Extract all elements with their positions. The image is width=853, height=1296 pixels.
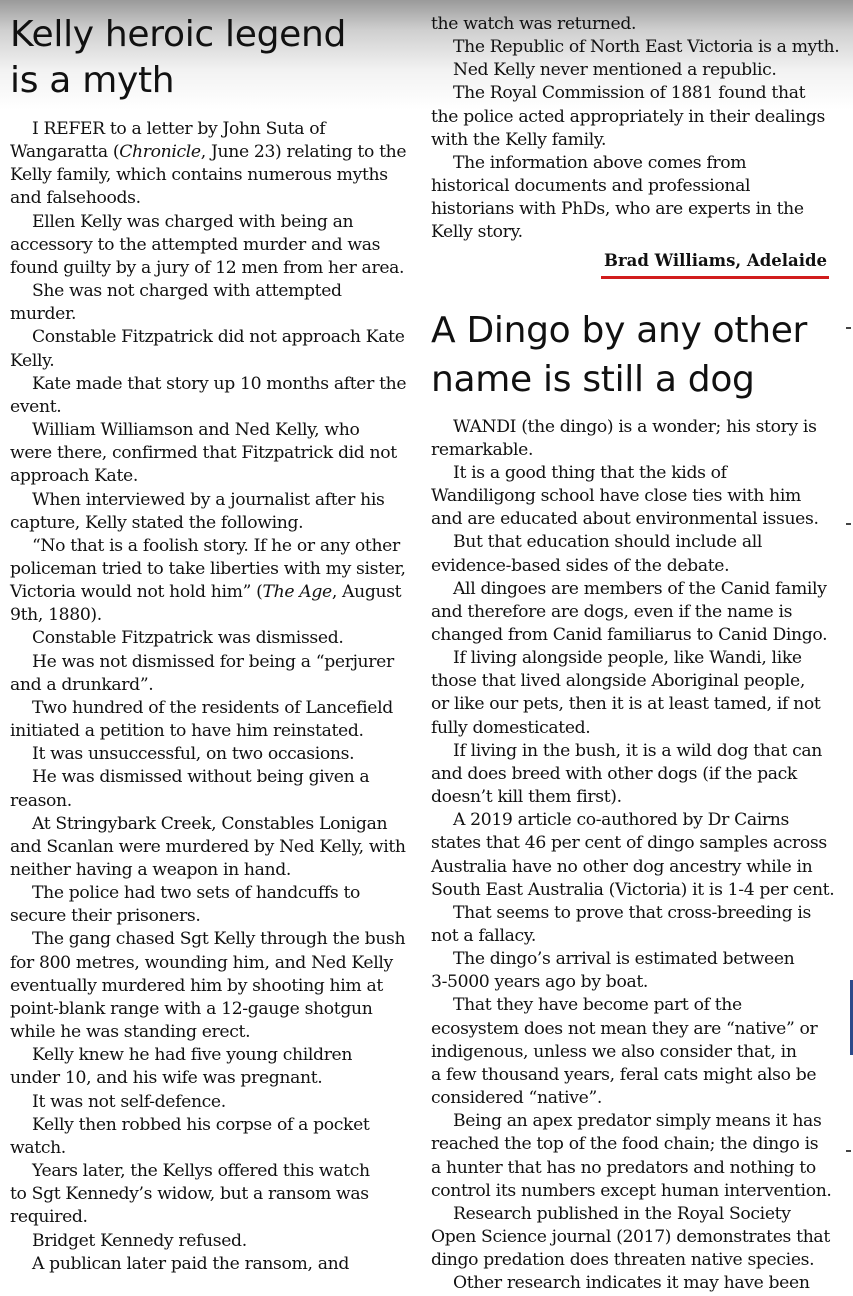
text-line: doesn’t kill them first). (431, 787, 622, 808)
edge-mark (846, 327, 851, 329)
text-line: The dingo’s arrival is estimated between (453, 949, 795, 970)
text-line: If living in the bush, it is a wild dog that can (453, 740, 822, 761)
kelly-headline-line2: is a myth (10, 60, 175, 101)
text-line: ecosystem does not mean they are “native” or (431, 1018, 818, 1039)
text-line: not a fallacy. (431, 926, 536, 946)
text-line: Kelly story. (431, 222, 523, 243)
text-line: considered “native”. (431, 1088, 603, 1109)
text-line: Ellen Kelly was charged with being an (32, 211, 354, 232)
text-line: William Williamson and Ned Kelly, who (32, 420, 360, 441)
right-column (431, 0, 840, 1296)
text-line: Open Science journal (2017) demonstrates that (431, 1227, 830, 1248)
text-line: South East Australia (Victoria) it is 1-4 per cent. (431, 879, 835, 900)
text-line: The information above comes from (453, 152, 747, 173)
publication-name: Chronicle (119, 142, 201, 163)
text-line: dingo predation does threaten native species. (431, 1250, 815, 1271)
text-line: and a drunkard”. (10, 674, 154, 695)
text-line: Two hundred of the residents of Lancefield (32, 697, 393, 718)
text-line: a hunter that has no predators and nothing to (431, 1157, 816, 1178)
text-line: Kelly then robbed his corpse of a pocket (32, 1114, 370, 1135)
text-line: The Royal Commission of 1881 found that (453, 83, 806, 104)
text-line: reason. (10, 790, 72, 811)
text-line: under 10, and his wife was pregnant. (10, 1068, 323, 1089)
text-line: evidence-based sides of the debate. (431, 555, 730, 576)
text-line: The police had two sets of handcuffs to (32, 883, 361, 904)
text-line: The gang chased Sgt Kelly through the bush (32, 929, 406, 950)
text-line: A 2019 article co-authored by Dr Cairns (453, 810, 789, 831)
text-line: Kate made that story up 10 months after the (32, 373, 407, 394)
dingo-body (431, 416, 835, 1296)
text-line: and therefore are dogs, even if the name is (431, 601, 793, 622)
dingo-headline (431, 306, 831, 404)
text-line: All dingoes are members of the Canid family (453, 578, 827, 599)
text-line: to Sgt Kennedy’s widow, but a ransom was (10, 1184, 369, 1205)
text-line: and are educated about environmental issues. (431, 509, 819, 530)
kelly-body-left (10, 118, 410, 1276)
text-line: Research published in the Royal Society (453, 1203, 791, 1224)
text-line: required. (10, 1207, 88, 1228)
publication-name: The Age (262, 582, 332, 603)
text-line: If living alongside people, like Wandi, like (453, 648, 802, 669)
text-line: He was dismissed without being given a (32, 767, 370, 788)
text-line: states that 46 per cent of dingo samples across (431, 833, 827, 854)
text-line: Australia have no other dog ancestry while in (431, 856, 813, 877)
text-line: and Scanlan were murdered by Ned Kelly, with (10, 836, 406, 857)
text-line: She was not charged with attempted (32, 281, 342, 302)
text-line: It is a good thing that the kids of (453, 462, 727, 483)
kelly-signature (431, 249, 831, 272)
text-line: those that lived alongside Aboriginal people, (431, 671, 805, 692)
text-line: 9th, 1880). (10, 605, 102, 626)
text-line: initiated a petition to have him reinstated. (10, 721, 364, 742)
edge-mark (846, 523, 851, 525)
text-line: Bridget Kennedy refused. (32, 1230, 247, 1251)
text-line: Wangaratta (Chronicle, June 23) relating to the (10, 142, 407, 163)
text-line: Being an apex predator simply means it has (453, 1111, 822, 1132)
text-line: Kelly family, which contains numerous myths (10, 165, 388, 186)
kelly-headline (10, 12, 410, 104)
text-line: At Stringybark Creek, Constables Lonigan (32, 813, 388, 834)
text-line: WANDI (the dingo) is a wonder; his story is (453, 416, 817, 437)
text-line: A publican later paid the ransom, and (32, 1253, 349, 1274)
text-line: with the Kelly family. (431, 129, 607, 150)
text-line: neither having a weapon in hand. (10, 860, 292, 880)
text-line: It was unsuccessful, on two occasions. (32, 744, 355, 765)
text-line: Kelly knew he had five young children (32, 1045, 353, 1066)
text-line: while he was standing erect. (10, 1022, 251, 1043)
text-line: remarkable. (431, 439, 534, 460)
signature-underline (601, 276, 829, 279)
text-line: and does breed with other dogs (if the pack (431, 763, 797, 784)
text-line: But that education should include all (453, 532, 763, 553)
text-line: a few thousand years, feral cats might also be (431, 1064, 817, 1085)
text-line: 3-5000 years ago by boat. (431, 972, 649, 993)
text-line: policeman tried to take liberties with my sister, (10, 558, 406, 579)
text-line: Wandiligong school have close ties with him (431, 486, 801, 507)
text-line: point-blank range with a 12-gauge shotgun (10, 998, 373, 1019)
text-line: Kelly. (10, 350, 55, 371)
letter-kelly-column-left (10, 0, 410, 1276)
kelly-body-right (431, 13, 840, 245)
text-line: Constable Fitzpatrick was dismissed. (32, 628, 344, 649)
text-line: Other research indicates it may have been (453, 1273, 810, 1294)
text-line: secure their prisoners. (10, 906, 201, 927)
signature-text: Brad Williams, Adelaide (604, 250, 827, 270)
text-line: Ned Kelly never mentioned a republic. (453, 60, 777, 81)
text-line: capture, Kelly stated the following. (10, 512, 304, 533)
text-line: I REFER to a letter by John Suta of (32, 119, 326, 139)
text-line: control its numbers except human intervention. (431, 1180, 832, 1201)
text-line: were there, confirmed that Fitzpatrick did not (10, 443, 397, 464)
text-line: the watch was returned. (431, 14, 637, 34)
edge-mark (846, 1150, 851, 1152)
kelly-headline-line1: Kelly heroic legend (10, 14, 347, 55)
text-line: the police acted appropriately in their dealings (431, 106, 826, 127)
text-line: Years later, the Kellys offered this watch (32, 1161, 370, 1182)
text-line: murder. (10, 304, 77, 325)
dingo-headline-line1: A Dingo by any other (431, 309, 808, 351)
text-line: That they have become part of the (453, 995, 742, 1016)
text-line: eventually murdered him by shooting him at (10, 975, 383, 996)
dingo-headline-line2: name is still a dog (431, 358, 755, 400)
text-line: Constable Fitzpatrick did not approach Kate (32, 327, 405, 348)
text-line: and falsehoods. (10, 188, 141, 209)
text-line: or like our pets, then it is at least tamed, if not (431, 694, 821, 715)
text-line: The Republic of North East Victoria is a myth. (453, 37, 840, 58)
text-line: reached the top of the food chain; the dingo is (431, 1134, 819, 1155)
text-line: “No that is a foolish story. If he or any other (32, 535, 400, 556)
text-line: historical documents and professional (431, 176, 751, 197)
text-line: fully domesticated. (431, 717, 591, 738)
text-line: When interviewed by a journalist after his (32, 489, 385, 510)
text-line: for 800 metres, wounding him, and Ned Kelly (10, 952, 393, 973)
text-line: watch. (10, 1137, 66, 1158)
text-line: approach Kate. (10, 466, 138, 487)
text-line: found guilty by a jury of 12 men from her area. (10, 257, 405, 278)
text-line: indigenous, unless we also consider that, in (431, 1041, 797, 1062)
text-line: historians with PhDs, who are experts in the (431, 199, 804, 220)
text-line: changed from Canid familiarus to Canid Dingo. (431, 624, 828, 645)
text-line: He was not dismissed for being a “perjurer (32, 651, 394, 672)
text-line: accessory to the attempted murder and was (10, 234, 381, 255)
text-line: It was not self-defence. (32, 1091, 226, 1112)
text-line: event. (10, 396, 62, 417)
text-line: Victoria would not hold him” (The Age, August (10, 582, 402, 603)
text-line: That seems to prove that cross-breeding is (453, 902, 811, 923)
